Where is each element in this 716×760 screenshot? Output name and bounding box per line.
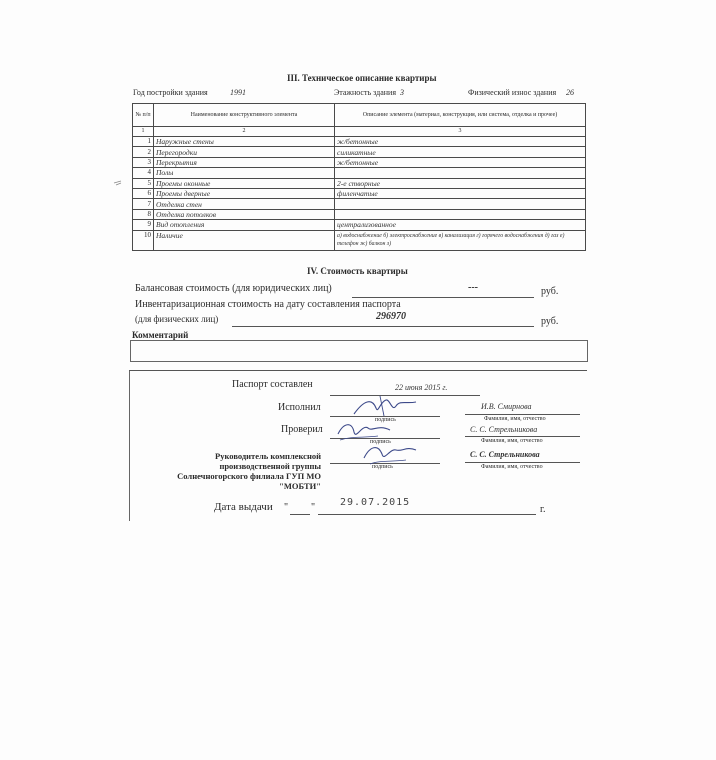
row-number: 5 (133, 178, 154, 188)
row-number: 6 (133, 188, 154, 198)
row-description: ж/бетонные (335, 137, 586, 147)
row-number: 2 (133, 147, 154, 157)
row-element: Проемы оконные (154, 178, 335, 188)
row-description (335, 168, 586, 178)
checked-sign-caption: подпись (370, 439, 391, 445)
header-element-name: Наименование конструктивного элемента (154, 104, 335, 127)
table-index-row (133, 127, 586, 137)
executed-fio-caption: Фамилия, имя, отчество (484, 416, 546, 422)
balance-cost-label: Балансовая стоимость (для юридических лиц) (135, 283, 332, 294)
checked-name: С. С. Стрельникова (470, 425, 538, 434)
row-number: 4 (133, 168, 154, 178)
floors-label: Этажность здания (334, 88, 397, 97)
section3-title: III. Техническое описание квартиры (287, 73, 437, 83)
table-row (133, 220, 586, 230)
floors-value: 3 (400, 88, 404, 97)
head-name: С. С. Стрельникова (470, 450, 540, 459)
header-element-description: Описание элемента (материал, конструкция, или система, отделка и прочее) (335, 104, 586, 127)
row-description (335, 199, 586, 209)
table-row (133, 137, 586, 147)
row-number: 1 (133, 137, 154, 147)
build-year-value: 1991 (230, 88, 246, 97)
row-description (335, 209, 586, 219)
rub-label-2: руб. (541, 316, 559, 327)
row-element: Вид отопления (154, 220, 335, 230)
margin-mark-icon (113, 178, 123, 188)
table-row (133, 168, 586, 178)
row-description: а) водоснабжение б) электроснабжение в) канализация г) горячего водоснабжения д) газ е) телефон ж) балкон з) (335, 230, 586, 250)
row-number: 3 (133, 157, 154, 167)
row-number: 8 (133, 209, 154, 219)
head-label-line4: "МОБТИ" (279, 481, 321, 491)
header-number: № п/п (133, 104, 154, 127)
row-element: Наличие (154, 230, 335, 250)
inventory-cost-sublabel: (для физических лиц) (135, 314, 219, 324)
index-1: 1 (133, 127, 154, 137)
table-row (133, 157, 586, 167)
row-element: Отделка потолков (154, 209, 335, 219)
index-3: 3 (335, 127, 586, 137)
table-row (133, 230, 586, 250)
build-year-label: Год постройки здания (133, 88, 208, 97)
row-description: силикатные (335, 147, 586, 157)
issue-day-line (290, 514, 310, 515)
row-description: 2-е створные (335, 178, 586, 188)
comment-box (130, 340, 588, 362)
balance-underline (352, 297, 534, 298)
row-number: 7 (133, 199, 154, 209)
row-element: Отделка стен (154, 199, 335, 209)
row-element: Перегородки (154, 147, 335, 157)
checked-label: Проверил (281, 424, 323, 435)
checked-name-line (465, 436, 580, 437)
row-description: ж/бетонные (335, 157, 586, 167)
row-description: централизованное (335, 220, 586, 230)
table-row (133, 199, 586, 209)
inventory-cost-label: Инвентаризационная стоимость на дату составления паспорта (135, 299, 401, 310)
row-element: Полы (154, 168, 335, 178)
executed-sign-caption: подпись (375, 417, 396, 423)
issue-date-line (318, 514, 536, 515)
row-description: филенчатые (335, 188, 586, 198)
row-element: Перекрытия (154, 157, 335, 167)
executed-name: И.В. Смирнова (481, 402, 532, 411)
balance-cost-value: --- (468, 282, 478, 293)
row-element: Наружные стены (154, 137, 335, 147)
table-row (133, 209, 586, 219)
row-element: Проемы дверные (154, 188, 335, 198)
head-name-line (465, 462, 580, 463)
row-number: 10 (133, 230, 154, 250)
head-label-line2: производственной группы (219, 461, 321, 471)
issue-year-suffix: г. (540, 504, 546, 515)
compiled-label: Паспорт составлен (232, 379, 313, 390)
issue-quote-open: " (284, 502, 289, 513)
head-label-line3: Солнечногорского филиала ГУП МО (177, 471, 321, 481)
section4-title: IV. Стоимость квартиры (307, 266, 408, 276)
wear-value: 26 (566, 88, 574, 97)
issue-date-label: Дата выдачи (214, 501, 273, 513)
head-label-line1: Руководитель комплексной (215, 451, 321, 461)
head-fio-caption: Фамилия, имя, отчество (481, 464, 543, 470)
table-row (133, 178, 586, 188)
executed-name-line (465, 414, 580, 415)
head-signature-icon (360, 440, 420, 468)
index-2: 2 (154, 127, 335, 137)
comment-label: Комментарий (132, 330, 189, 340)
row-number: 9 (133, 220, 154, 230)
compiled-date: 22 июня 2015 г. (395, 383, 448, 392)
inventory-underline (232, 326, 534, 327)
head-sign-caption: подпись (372, 464, 393, 470)
checked-fio-caption: Фамилия, имя, отчество (481, 438, 543, 444)
issue-date-stamp: 29.07.2015 (340, 497, 411, 508)
table-header-row (133, 104, 586, 127)
executed-signature-icon (350, 394, 420, 420)
technical-description-table (132, 103, 586, 251)
signature-frame-left (129, 371, 130, 521)
table-row (133, 188, 586, 198)
executed-label: Исполнил (278, 402, 321, 413)
rub-label-1: руб. (541, 286, 559, 297)
inventory-cost-value: 296970 (376, 311, 406, 322)
wear-label: Физический износ здания (468, 88, 557, 97)
issue-quote-close: " (311, 502, 316, 513)
table-row (133, 147, 586, 157)
signature-frame-top (129, 370, 587, 371)
